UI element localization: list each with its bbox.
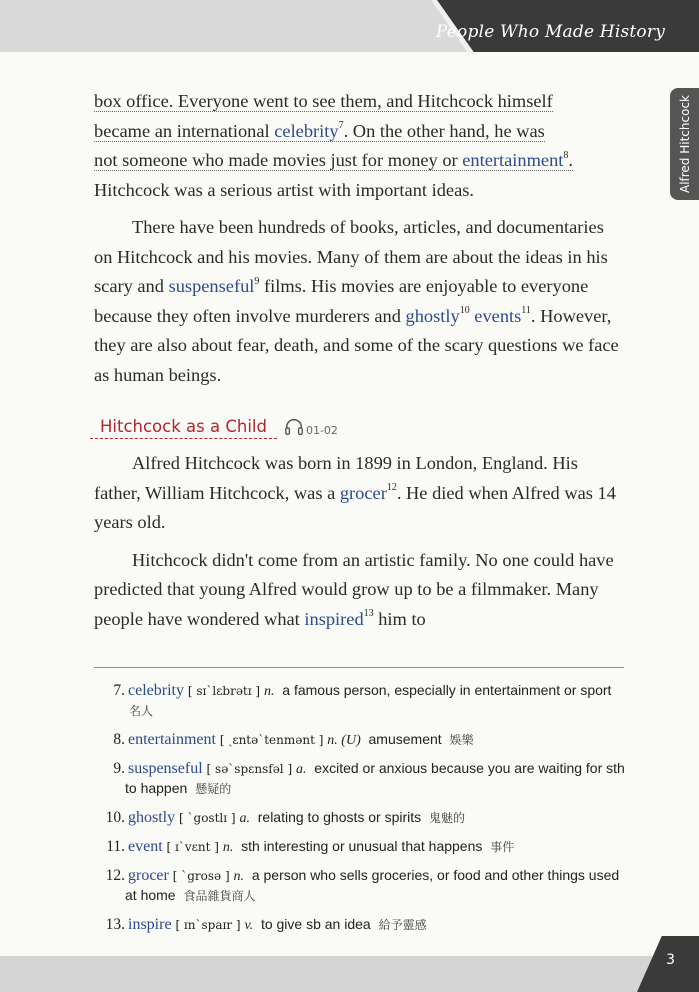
glossary-chinese: 懸疑的 [195, 782, 232, 796]
vocab-celebrity: celebrity [274, 120, 339, 141]
glossary-number: 7. [113, 682, 125, 699]
glossary-word: grocer [128, 867, 169, 884]
running-header-title: People Who Made History [435, 22, 665, 42]
p4-text: him to [373, 608, 426, 629]
glossary-pos: n. (U) [327, 733, 361, 748]
headphone-icon[interactable] [283, 416, 305, 438]
glossary-number: 9. [113, 760, 125, 777]
p1-text: . On the other hand, he was [343, 120, 545, 141]
glossary-number: 12. [105, 867, 125, 884]
paragraph-2 [94, 213, 626, 390]
main-text [94, 87, 626, 634]
glossary-number: 13. [105, 916, 125, 933]
p1-line-3 [94, 150, 573, 171]
glossary-item [100, 837, 626, 857]
glossary-entry [125, 759, 626, 799]
glossary-pos: n. [233, 869, 245, 884]
glossary-item [100, 730, 626, 750]
section-title: Hitchcock as a Child [90, 417, 277, 439]
p1-text: not someone who made movies just for money or [94, 150, 463, 170]
bottom-band [0, 956, 699, 992]
vocab-events: events [474, 305, 522, 326]
vocab-entertainment: entertainment [462, 150, 564, 170]
glossary-definition: amusement [368, 731, 442, 747]
glossary-ipa: [ ɪˋvɛnt ] [166, 840, 219, 854]
vocab-suspenseful: suspenseful [168, 276, 255, 296]
p1-line-4: Hitchcock was a serious artist with important ideas. [94, 179, 474, 200]
p3-text: Alfred Hitchcock was born in 1899 in London, England. His father, William Hitchcock, was a [94, 453, 578, 503]
vocab-inspired: inspired [304, 608, 364, 629]
glossary-number: 8. [113, 731, 125, 748]
glossary [100, 681, 626, 944]
glossary-chinese: 食品雜貨商人 [183, 889, 256, 903]
glossary-word: event [128, 838, 163, 855]
glossary-chinese: 娛樂 [449, 733, 474, 747]
paragraph-1 [94, 87, 626, 205]
glossary-item [100, 808, 626, 828]
glossary-ipa: [ ˋgostlɪ ] [179, 811, 236, 825]
glossary-word: entertainment [128, 731, 216, 748]
page-number: 3 [666, 952, 675, 968]
footnote-marker: 9 [254, 275, 260, 287]
glossary-number: 11. [106, 838, 125, 855]
glossary-definition: to give sb an idea [260, 916, 371, 932]
glossary-item [100, 866, 626, 906]
glossary-chinese: 給予靈感 [378, 918, 427, 932]
p1-line-2 [94, 121, 545, 142]
glossary-definition: excited or anxious because you are waiting for sth to happen [125, 760, 625, 796]
glossary-chinese: 名人 [129, 704, 154, 718]
chapter-side-tab [670, 88, 699, 200]
section-heading [94, 416, 626, 439]
p4-text: Hitchcock didn't come from an artistic family. No one could have predicted that young Alfred would grow up to be a filmmaker. Many people have wondered what [94, 549, 614, 629]
glossary-word: celebrity [128, 682, 184, 699]
glossary-entry [125, 866, 626, 906]
chapter-side-tab-label: Alfred Hitchcock [677, 94, 692, 194]
glossary-ipa: [ ˋgrosə ] [172, 869, 230, 883]
p1-text: . [568, 150, 573, 170]
glossary-number: 10. [105, 809, 125, 826]
glossary-entry [125, 808, 626, 828]
glossary-pos: n. [263, 684, 275, 699]
glossary-ipa: [ səˋspɛnsfəl ] [206, 762, 293, 776]
glossary-chinese: 鬼魅的 [429, 811, 466, 825]
audio-track-code: 01-02 [305, 424, 338, 437]
vocab-grocer: grocer [339, 482, 387, 503]
glossary-item [100, 759, 626, 799]
glossary-item [100, 681, 626, 721]
glossary-chinese: 事件 [490, 840, 515, 854]
glossary-definition: a person who sells groceries, or food and other things used at home [125, 867, 620, 903]
footnote-marker: 8 [563, 149, 569, 161]
p1-text: became an international [94, 120, 275, 141]
p2-text: There have been hundreds of books, articles, and documentaries on Hitchcock and his movies. Many of them are about the ideas in his scary and [94, 217, 608, 296]
glossary-definition: a famous person, especially in entertainment or sport [282, 682, 612, 698]
footnote-marker: 11 [521, 305, 531, 317]
glossary-entry [125, 837, 626, 857]
glossary-word: ghostly [128, 809, 176, 826]
glossary-item [100, 915, 626, 935]
p1-line-1: box office. Everyone went to see them, and Hitchcock himself [94, 91, 553, 111]
paragraph-4 [94, 546, 626, 635]
glossary-ipa: [ ɪnˋspaɪr ] [175, 918, 241, 932]
p2-text: . However, they are also about fear, death, and some of the scary questions we face as human beings. [94, 305, 619, 385]
glossary-entry [125, 681, 626, 721]
glossary-pos: a. [296, 762, 307, 777]
footnote-marker: 12 [386, 482, 397, 494]
paragraph-3 [94, 449, 626, 538]
glossary-pos: v. [244, 918, 254, 933]
glossary-word: inspire [128, 916, 172, 933]
glossary-definition: relating to ghosts or spirits [257, 809, 422, 825]
glossary-ipa: [ ˏɛntəˋtenmənt ] [219, 733, 324, 747]
glossary-word: suspenseful [128, 760, 203, 777]
glossary-pos: n. [222, 840, 234, 855]
glossary-pos: a. [239, 811, 250, 826]
footnote-marker: 7 [338, 120, 344, 132]
glossary-divider [94, 667, 624, 668]
p2-text: films. His movies are enjoyable to everyone because they often involve murderers and [94, 276, 589, 326]
glossary-definition: sth interesting or unusual that happens [241, 838, 483, 854]
footnote-marker: 13 [363, 608, 374, 620]
vocab-ghostly: ghostly [405, 305, 460, 326]
footnote-marker: 10 [459, 305, 470, 317]
glossary-entry [125, 915, 626, 935]
glossary-ipa: [ sɪˋlɛbrətɪ ] [187, 684, 261, 698]
glossary-entry [125, 730, 626, 750]
p3-text: . He died when Alfred was 14 years old. [94, 482, 616, 532]
